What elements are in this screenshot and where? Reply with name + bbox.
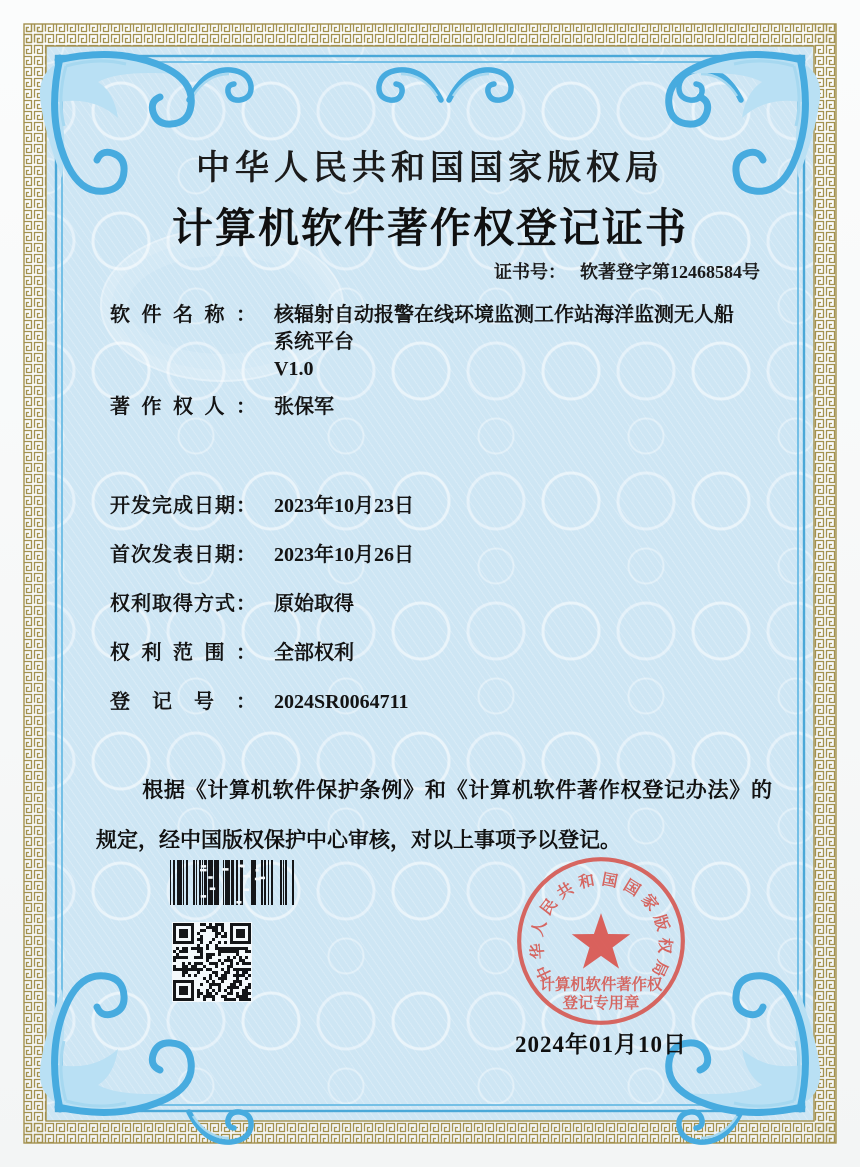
seal-ring-text: 中华人民共和国国家版权局 bbox=[528, 871, 674, 984]
field-value: 原始取得 bbox=[274, 593, 354, 615]
field-row-first-publish-date bbox=[110, 542, 414, 569]
field-value: 全部权利 bbox=[274, 642, 354, 664]
field-label: 登记号： bbox=[110, 691, 256, 713]
barcode-image bbox=[170, 860, 297, 905]
registration-statement: 根据《计算机软件保护条例》和《计算机软件著作权登记办法》的规定，经中国版权保护中心审核，对以上事项予以登记。 bbox=[96, 778, 772, 852]
cert-number-label: 证书号： bbox=[494, 262, 566, 282]
field-row-rights-scope bbox=[110, 640, 354, 667]
field-row-dev-complete-date bbox=[110, 493, 414, 520]
cert-number-value: 软著登字第12468584号 bbox=[580, 262, 760, 282]
field-label: 首次发表日期： bbox=[110, 544, 256, 566]
field-label: 权利范围： bbox=[110, 642, 256, 664]
official-seal bbox=[508, 848, 694, 1034]
qr-code-image bbox=[172, 922, 252, 1002]
software-name-line3: V1.0 bbox=[274, 358, 314, 380]
field-label: 软件名称： bbox=[110, 304, 256, 326]
field-label: 权利取得方式： bbox=[110, 593, 256, 615]
field-value: 2024SR0064711 bbox=[274, 691, 409, 713]
seal-line2: 登记专用章 bbox=[562, 994, 640, 1012]
field-row-rights-acquisition bbox=[110, 591, 354, 618]
seal-line1: 计算机软件著作权 bbox=[539, 976, 663, 994]
field-value bbox=[274, 302, 734, 383]
field-value: 张保军 bbox=[274, 396, 334, 418]
software-name-line1: 核辐射自动报警在线环境监测工作站海洋监测无人船 bbox=[274, 304, 734, 326]
issuer-title: 中华人民共和国国家版权局 bbox=[196, 150, 664, 187]
software-name-line2: 系统平台 bbox=[274, 331, 354, 353]
field-row-software-name bbox=[110, 302, 734, 383]
field-row-registration-no bbox=[110, 689, 408, 716]
red-star-icon bbox=[572, 913, 630, 969]
cert-number bbox=[494, 258, 760, 284]
field-label: 著作权人： bbox=[110, 396, 256, 418]
certificate-title: 计算机软件著作权登记证书 bbox=[172, 205, 688, 251]
field-row-copyright-owner bbox=[110, 394, 334, 421]
issue-date: 2024年01月10日 bbox=[515, 1032, 687, 1057]
field-label: 开发完成日期： bbox=[110, 495, 256, 517]
field-value: 2023年10月26日 bbox=[274, 544, 414, 566]
field-value: 2023年10月23日 bbox=[274, 495, 414, 517]
